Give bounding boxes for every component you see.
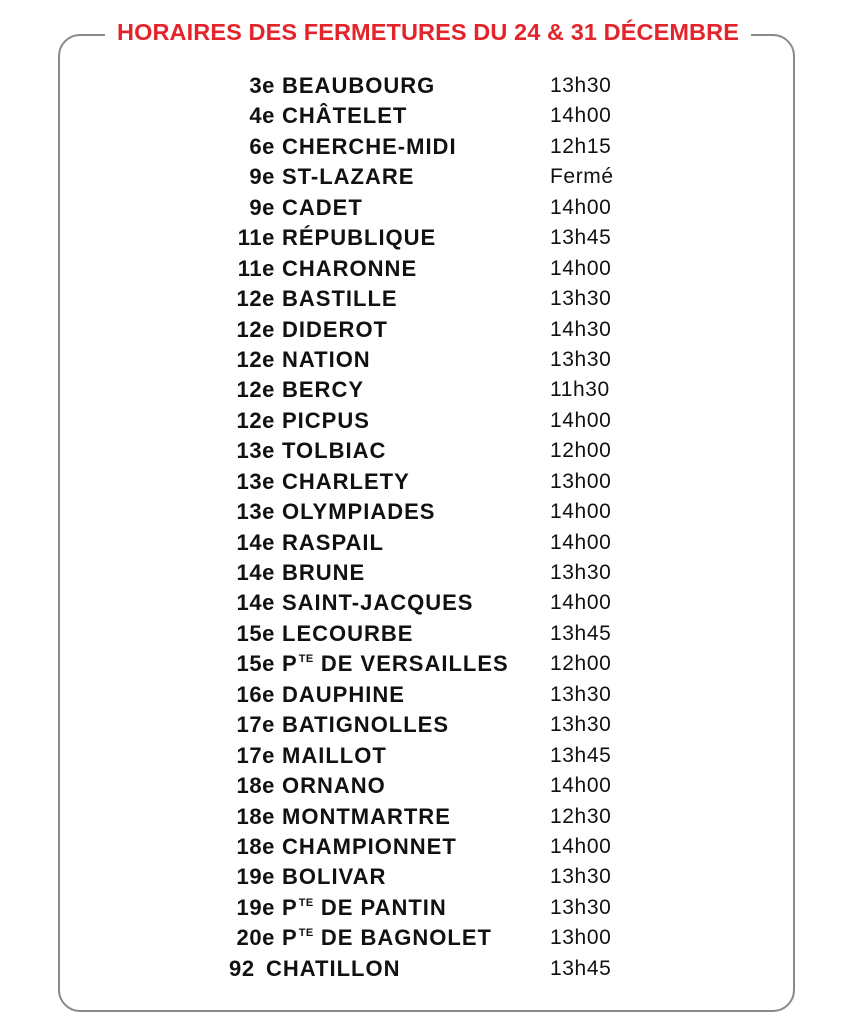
- closing-time: Fermé: [550, 165, 614, 189]
- closing-time: 14h00: [550, 104, 612, 128]
- store-row: [0, 619, 856, 649]
- closing-time: 13h30: [550, 895, 612, 919]
- store-name-prefix: P: [282, 651, 298, 677]
- store-name: LECOURBE: [282, 620, 414, 646]
- store-district: 15e: [236, 651, 275, 677]
- store-district: 12e: [236, 377, 275, 403]
- store-district: 12e: [236, 316, 275, 342]
- store-row: [0, 254, 856, 284]
- store-row: [0, 223, 856, 253]
- store-district: 14e: [236, 529, 275, 555]
- store-name: CHAMPIONNET: [282, 833, 457, 859]
- store-district: 12e: [236, 286, 275, 312]
- store-row: [0, 588, 856, 618]
- store-name: BOLIVAR: [282, 864, 387, 890]
- closing-time: 13h30: [550, 713, 612, 737]
- store-row: [0, 132, 856, 162]
- store-name: BRUNE: [282, 560, 366, 585]
- closing-time: 12h15: [550, 134, 612, 158]
- closing-time: 13h45: [550, 621, 612, 645]
- store-name: CHATILLON: [266, 955, 401, 981]
- store-row: [0, 923, 856, 953]
- store-row: [0, 649, 856, 679]
- closing-time: 13h45: [550, 226, 612, 250]
- closing-time: 13h45: [550, 956, 612, 980]
- store-district: 18e: [236, 773, 275, 799]
- store-district: 16e: [236, 681, 275, 707]
- store-name: BEAUBOURG: [282, 73, 436, 98]
- closing-time: 11h30: [550, 378, 610, 402]
- closing-time: 14h00: [550, 591, 612, 615]
- closing-time: 14h00: [550, 530, 612, 554]
- store-row: [0, 862, 856, 892]
- store-name: DIDEROT: [282, 316, 388, 342]
- closing-time: 13h30: [550, 74, 612, 97]
- closing-time: 13h30: [550, 287, 612, 311]
- store-row: [0, 802, 856, 832]
- store-name: [282, 893, 447, 923]
- store-district: 4e: [249, 103, 275, 129]
- store-district: 13e: [236, 468, 275, 494]
- store-district: 18e: [236, 803, 275, 829]
- store-name: BATIGNOLLES: [282, 712, 450, 738]
- store-name: RASPAIL: [282, 529, 384, 555]
- store-row: [0, 832, 856, 862]
- store-name: MONTMARTRE: [282, 803, 451, 829]
- store-district: 19e: [236, 894, 275, 920]
- store-name: CADET: [282, 194, 363, 220]
- closing-time: 12h00: [550, 652, 612, 676]
- closing-time: 13h30: [550, 682, 612, 706]
- store-row: [0, 497, 856, 527]
- store-name-superscript: TE: [298, 896, 314, 909]
- store-name: ORNANO: [282, 773, 386, 799]
- store-district: 12e: [236, 407, 275, 433]
- closing-time: 13h00: [550, 469, 612, 493]
- closing-time: 13h30: [550, 347, 612, 371]
- store-row: [0, 284, 856, 314]
- store-list: [0, 71, 856, 984]
- store-name: [282, 649, 509, 679]
- closing-time: 14h00: [550, 408, 612, 432]
- closing-time: 13h30: [550, 561, 612, 584]
- store-name-text: DE BAGNOLET: [313, 925, 492, 951]
- store-district: 15e: [236, 620, 275, 646]
- store-name: RÉPUBLIQUE: [282, 225, 437, 251]
- store-row: [0, 315, 856, 345]
- store-name: CHARLETY: [282, 468, 410, 494]
- store-name-superscript: TE: [298, 927, 314, 940]
- store-row: [0, 954, 856, 984]
- store-row: [0, 710, 856, 740]
- store-row: [0, 101, 856, 131]
- store-district: 14e: [236, 590, 275, 616]
- closing-time: 14h00: [550, 774, 612, 798]
- store-name: [282, 923, 492, 953]
- store-district: 6e: [249, 133, 275, 159]
- closing-time: 14h00: [550, 500, 612, 524]
- store-row: [0, 771, 856, 801]
- store-name-superscript: TE: [298, 653, 314, 666]
- store-district: 20e: [236, 925, 275, 951]
- store-row: [0, 162, 856, 192]
- store-row: [0, 680, 856, 710]
- store-name: SAINT-JACQUES: [282, 590, 474, 616]
- store-name: OLYMPIADES: [282, 499, 436, 525]
- store-name: CHERCHE-MIDI: [282, 133, 457, 159]
- store-district: 19e: [236, 864, 275, 890]
- store-district: 9e: [249, 164, 275, 190]
- closing-time: 14h00: [550, 256, 612, 280]
- store-name-text: DE PANTIN: [313, 894, 447, 920]
- store-row: [0, 406, 856, 436]
- store-name: PICPUS: [282, 407, 370, 433]
- closing-time: 12h30: [550, 804, 612, 828]
- store-row: [0, 528, 856, 558]
- store-district: 12e: [236, 346, 275, 372]
- store-row: [0, 375, 856, 405]
- store-name-prefix: P: [282, 894, 298, 920]
- store-name: BASTILLE: [282, 286, 398, 312]
- store-name: TOLBIAC: [282, 438, 387, 464]
- store-row: [0, 193, 856, 223]
- closing-time: 13h00: [550, 926, 612, 950]
- store-name: CHÂTELET: [282, 103, 408, 129]
- store-district: 3e: [249, 73, 275, 98]
- store-district: 13e: [236, 499, 275, 525]
- store-name-prefix: P: [282, 925, 298, 951]
- store-row: [0, 345, 856, 375]
- store-district: 14e: [236, 560, 275, 585]
- store-name: ST-LAZARE: [282, 164, 415, 190]
- store-name: MAILLOT: [282, 742, 387, 768]
- store-district: 17e: [236, 742, 275, 768]
- store-row: [0, 558, 856, 588]
- title-bar: [0, 14, 856, 50]
- store-name: BERCY: [282, 377, 365, 403]
- store-name: NATION: [282, 346, 371, 372]
- closing-time: 14h00: [550, 195, 612, 219]
- page-title: HORAIRES DES FERMETURES DU 24 & 31 DÉCEMBRE: [105, 14, 751, 50]
- store-name: CHARONNE: [282, 255, 418, 281]
- store-row: [0, 741, 856, 771]
- closing-time: 14h30: [550, 317, 612, 341]
- store-district: 18e: [236, 833, 275, 859]
- store-district: 92: [229, 955, 255, 981]
- closing-time: 14h00: [550, 834, 612, 858]
- store-row: [0, 436, 856, 466]
- store-district: 13e: [236, 438, 275, 464]
- store-name-text: DE VERSAILLES: [313, 651, 509, 677]
- closing-time: 13h30: [550, 865, 612, 889]
- store-row: [0, 71, 856, 101]
- store-district: 11e: [237, 225, 275, 251]
- store-district: 17e: [236, 712, 275, 738]
- store-row: [0, 467, 856, 497]
- store-row: [0, 893, 856, 923]
- closing-time: 13h45: [550, 743, 612, 767]
- store-district: 11e: [237, 255, 275, 281]
- store-name: DAUPHINE: [282, 681, 405, 707]
- closing-time: 12h00: [550, 439, 612, 463]
- store-district: 9e: [249, 194, 275, 220]
